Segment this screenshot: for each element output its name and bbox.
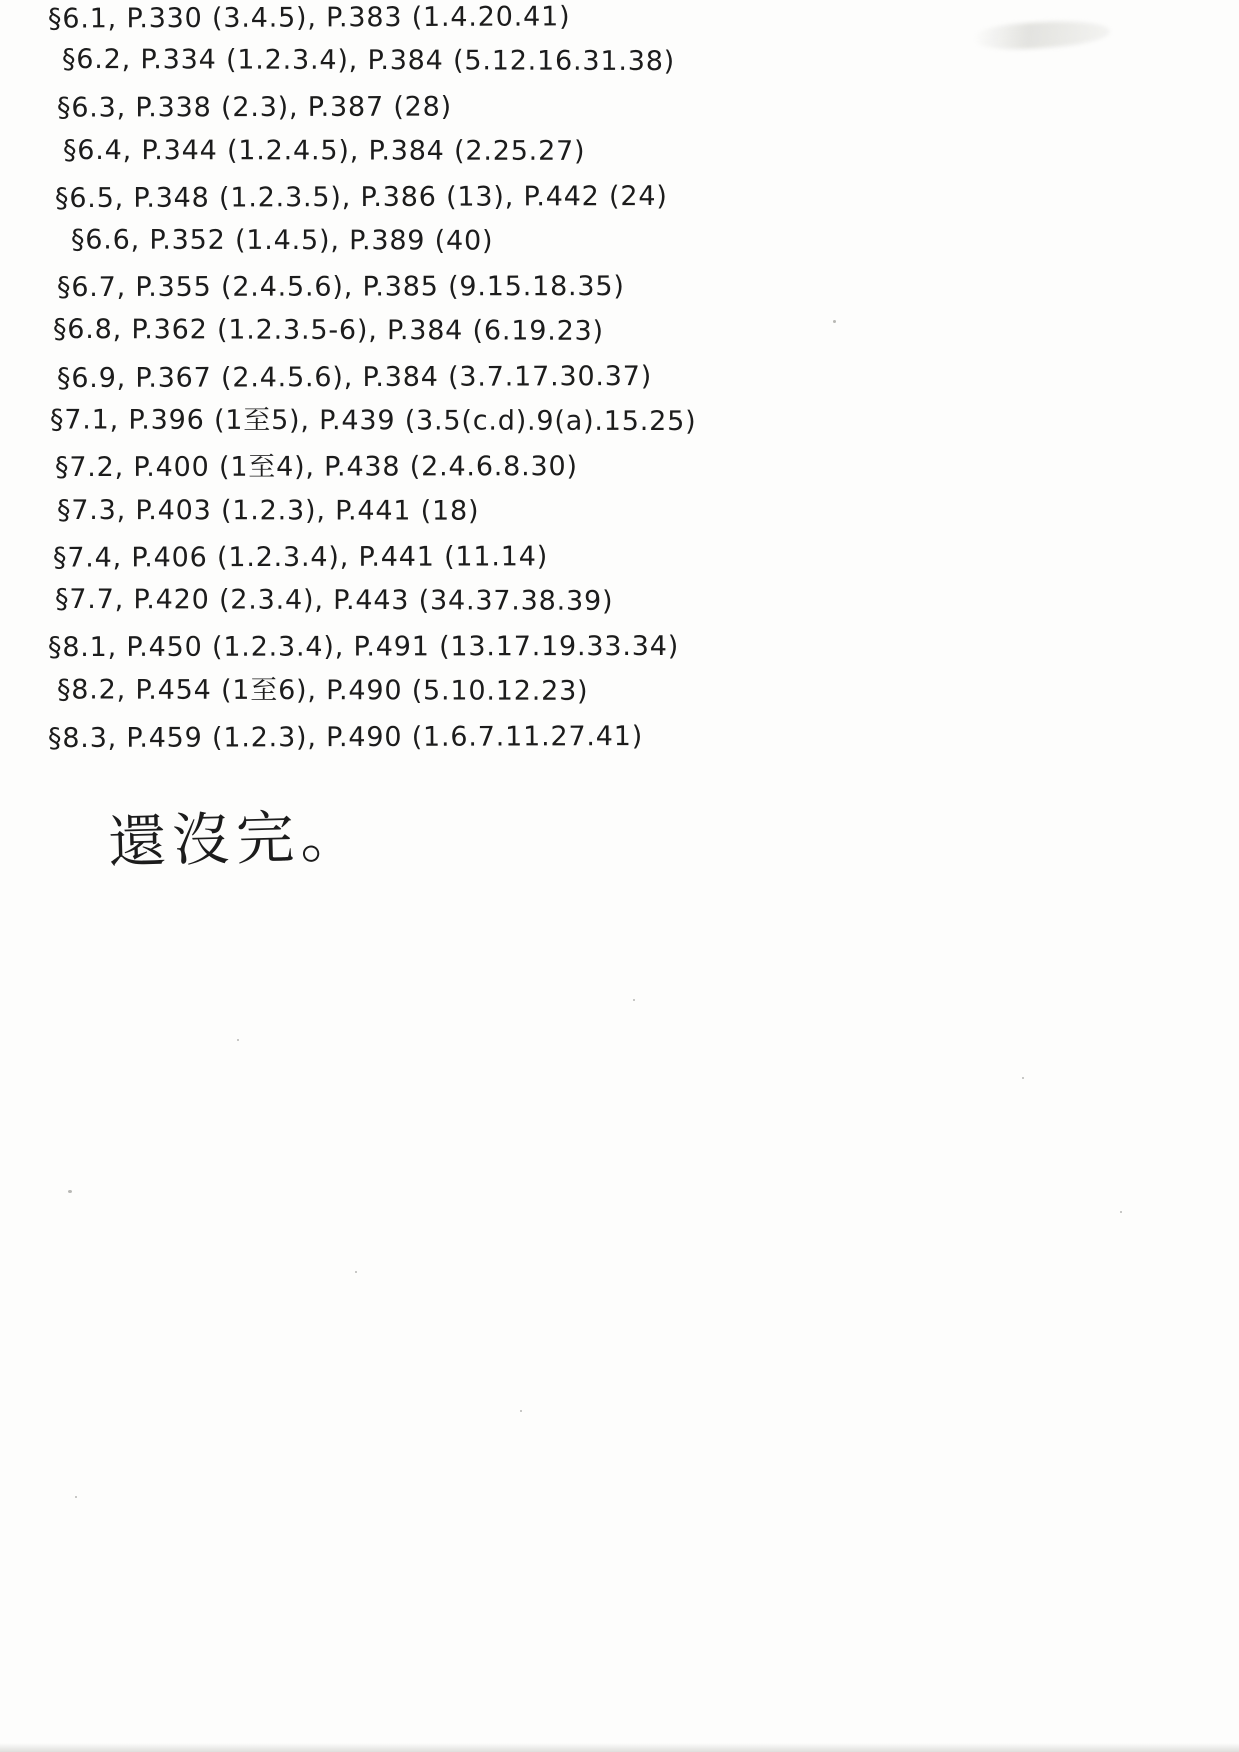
paper-speck	[520, 1410, 522, 1412]
paper-speck	[355, 1271, 357, 1273]
paper-speck	[68, 1190, 72, 1193]
note-line: §6.9, P.367 (2.4.5.6), P.384 (3.7.17.30.37)	[56, 360, 653, 395]
note-line: §7.3, P.403 (1.2.3), P.441 (18)	[56, 494, 480, 527]
paper-speck	[75, 1496, 77, 1498]
note-line: §6.6, P.352 (1.4.5), P.389 (40)	[70, 224, 494, 257]
note-line: §7.1, P.396 (1至5), P.439 (3.5(c.d).9(a).15.25)	[49, 404, 697, 438]
note-line: §6.7, P.355 (2.4.5.6), P.385 (9.15.18.35)	[56, 271, 625, 304]
note-line: §6.4, P.344 (1.2.4.5), P.384 (2.25.27)	[62, 134, 586, 167]
note-line: §8.1, P.450 (1.2.3.4), P.491 (13.17.19.33.34)	[47, 630, 680, 664]
paper-speck	[1120, 1211, 1122, 1213]
paper-speck	[1022, 1077, 1024, 1079]
note-line: §6.2, P.334 (1.2.3.4), P.384 (5.12.16.31.38)	[61, 43, 676, 78]
note-line: §7.2, P.400 (1至4), P.438 (2.4.6.8.30)	[54, 451, 578, 484]
note-line: §6.3, P.338 (2.3), P.387 (28)	[56, 91, 452, 124]
closing-remark: 還沒完。	[107, 801, 365, 877]
paper-speck	[833, 320, 836, 323]
scan-edge-artifact	[0, 1743, 1239, 1752]
note-line: §6.8, P.362 (1.2.3.5-6), P.384 (6.19.23)	[52, 313, 604, 347]
note-line: §7.7, P.420 (2.3.4), P.443 (34.37.38.39)	[54, 583, 614, 617]
paper-speck	[237, 1039, 239, 1041]
assignment-list	[0, 0, 1239, 759]
paper-speck	[633, 999, 635, 1001]
note-line: §8.3, P.459 (1.2.3), P.490 (1.6.7.11.27.41)	[47, 721, 644, 755]
note-line: §8.2, P.454 (1至6), P.490 (5.10.12.23)	[56, 674, 589, 707]
note-line: §6.1, P.330 (3.4.5), P.383 (1.4.20.41)	[47, 1, 571, 35]
note-line: §6.5, P.348 (1.2.3.5), P.386 (13), P.442 (24)	[54, 180, 668, 215]
note-line: §7.4, P.406 (1.2.3.4), P.441 (11.14)	[52, 541, 549, 574]
